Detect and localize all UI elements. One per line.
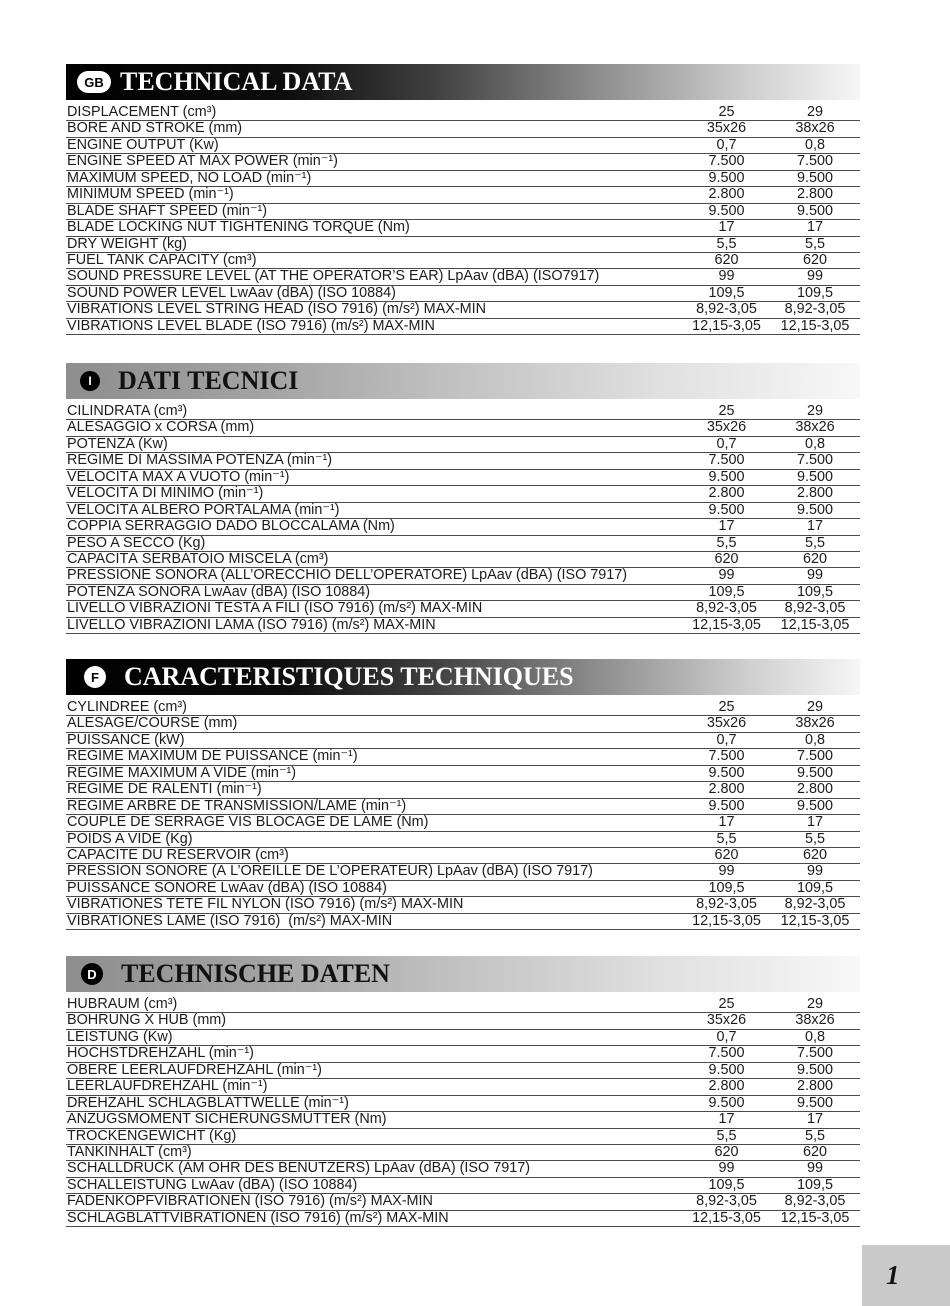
spec-label: ALESAGE/COURSE (mm) (67, 716, 238, 732)
spec-value-col2: 2.800 (796, 186, 833, 203)
spec-table (66, 997, 860, 1227)
spec-value-col1: 17 (718, 518, 735, 535)
spec-value-col2: 99 (806, 268, 823, 285)
spec-value-col1: 7.500 (708, 1045, 745, 1062)
spec-value-col1: 2.800 (708, 485, 745, 502)
language-badge: D (81, 963, 103, 985)
spec-label: VIBRATIONS LEVEL BLADE (ISO 7916) (m/s²) MAX-MIN (67, 318, 435, 334)
spec-row (66, 302, 860, 318)
spec-value-col1: 17 (718, 814, 735, 831)
spec-value-col2: 5,5 (804, 1127, 825, 1144)
spec-value-col2: 620 (802, 1143, 827, 1160)
spec-value-col1: 2.800 (708, 186, 745, 203)
spec-value-col2: 109,5 (796, 1176, 833, 1193)
spec-label: POTENZA (Kw) (67, 436, 168, 452)
spec-value-col2: 620 (802, 550, 827, 567)
spec-value-col1: 5,5 (716, 1127, 737, 1144)
spec-label: PRESSIONE SONORA (ALL’ORECCHIO DELL’OPERATORE) LpAav (dBA) (ISO 7917) (67, 568, 628, 584)
spec-value-col1: 17 (718, 219, 735, 236)
spec-label: BOHRUNG X HUB (mm) (67, 1013, 227, 1029)
spec-value-col2: 9.500 (796, 797, 833, 814)
spec-label: ALESAGGIO x CORSA (mm) (67, 420, 255, 436)
spec-row (66, 237, 860, 253)
spec-label: VIBRATIONS LEVEL STRING HEAD (ISO 7916) (m/s²) MAX-MIN (67, 302, 486, 318)
spec-value-col2: 0,8 (804, 731, 825, 748)
spec-label: REGIME DI MASSIMA POTENZA (min⁻¹) (67, 453, 333, 469)
spec-row (66, 568, 860, 584)
spec-label: DRY WEIGHT (kg) (67, 236, 187, 252)
spec-value-col1: 109,5 (708, 879, 745, 896)
spec-row (66, 1079, 860, 1095)
spec-value-col2: 17 (806, 814, 823, 831)
section-title: DATI TECNICI (118, 366, 299, 395)
spec-row (66, 1129, 860, 1145)
spec-value-col2: 17 (806, 219, 823, 236)
spec-row (66, 437, 860, 453)
spec-value-col2: 7.500 (796, 452, 833, 469)
spec-row (66, 914, 860, 930)
spec-value-col1: 9.500 (708, 797, 745, 814)
spec-label: BLADE LOCKING NUT TIGHTENING TORQUE (Nm) (67, 220, 410, 236)
spec-value-col1: 9.500 (708, 764, 745, 781)
spec-value-col2: 2.800 (796, 485, 833, 502)
spec-value-col2: 12,15-3,05 (780, 616, 850, 633)
spec-row (66, 1013, 860, 1029)
spec-row (66, 319, 860, 335)
spec-label: LIVELLO VIBRAZIONI TESTA A FILI (ISO 7916) (m/s²) MAX-MIN (67, 601, 483, 617)
spec-value-col1: 9.500 (708, 501, 745, 518)
spec-value-col1: 7.500 (708, 748, 745, 765)
spec-value-col1: 5,5 (716, 534, 737, 551)
spec-value-col2: 29 (806, 996, 823, 1012)
spec-row (66, 470, 860, 486)
spec-value-col2: 9.500 (796, 202, 833, 219)
spec-value-col2: 38x26 (795, 120, 835, 137)
spec-value-col2: 620 (802, 846, 827, 863)
spec-value-col2: 8,92-3,05 (784, 1193, 846, 1210)
spec-value-col2: 109,5 (796, 879, 833, 896)
spec-row (66, 716, 860, 732)
spec-value-col1: 109,5 (708, 1176, 745, 1193)
spec-row (66, 1145, 860, 1161)
spec-value-col2: 8,92-3,05 (784, 896, 846, 913)
spec-label: COUPLE DE SERRAGE VIS BLOCAGE DE LAME (Nm) (67, 815, 429, 831)
spec-label: SCHLAGBLATTVIBRATIONEN (ISO 7916) (m/s²) MAX-MIN (67, 1210, 449, 1226)
spec-value-col1: 35x26 (706, 419, 747, 436)
spec-value-col1: 8,92-3,05 (696, 600, 757, 617)
spec-row (66, 220, 860, 236)
spec-label: ENGINE OUTPUT (Kw) (67, 137, 219, 153)
language-badge: GB (77, 71, 111, 93)
spec-label: VELOCITÁ MAX A VUOTO (min⁻¹) (67, 469, 290, 485)
spec-value-col1: 109,5 (708, 583, 745, 600)
spec-label: ANZUGSMOMENT SICHERUNGSMÜTTER (Nm) (67, 1112, 387, 1128)
spec-row (66, 486, 860, 502)
spec-label: VIBRATIONES TETE FIL NYLON (ISO 7916) (m/s²) MAX-MIN (67, 897, 464, 913)
spec-label: HUBRAUM (cm³) (67, 997, 178, 1012)
spec-value-col1: 35x26 (706, 120, 747, 137)
spec-value-col1: 0,7 (716, 1028, 737, 1045)
spec-value-col2: 9.500 (796, 1061, 833, 1078)
spec-label: POIDS A VIDE (Kg) (67, 831, 193, 847)
spec-value-col1: 12,15-3,05 (692, 616, 761, 633)
spec-value-col1: 2.800 (708, 1078, 745, 1095)
spec-row (66, 1030, 860, 1046)
spec-label: PUISSANCE SONORE LwAav (dBA) (ISO 10884) (67, 880, 387, 896)
spec-value-col2: 17 (806, 1111, 823, 1128)
section-technical-data-fr (66, 659, 860, 930)
language-badge: F (84, 666, 106, 688)
spec-value-col2: 8,92-3,05 (784, 301, 846, 318)
spec-value-col1: 9.500 (708, 468, 745, 485)
spec-value-col1: 7.500 (708, 153, 745, 170)
spec-label: MAXIMUM SPEED, NO LOAD (min⁻¹) (67, 170, 312, 186)
spec-row (66, 799, 860, 815)
spec-label: ENGINE SPEED AT MAX POWER (min⁻¹) (67, 154, 338, 170)
spec-row (66, 253, 860, 269)
spec-value-col2: 109,5 (796, 583, 833, 600)
spec-row (66, 138, 860, 154)
spec-value-col2: 99 (806, 863, 823, 880)
spec-row (66, 601, 860, 617)
spec-label: LEISTUNG (Kw) (67, 1029, 173, 1045)
section-technical-data-it (66, 363, 860, 634)
spec-value-col2: 38x26 (795, 1012, 835, 1029)
spec-value-col1: 620 (714, 550, 739, 567)
spec-value-col2: 12,15-3,05 (780, 317, 850, 334)
spec-row (66, 618, 860, 634)
spec-value-col2: 0,8 (804, 136, 825, 153)
spec-value-col2: 0,8 (804, 435, 825, 452)
spec-row (66, 749, 860, 765)
spec-label: POTENZA SONORA LwAav (dBA) (ISO 10884) (67, 584, 371, 600)
spec-value-col1: 25 (718, 403, 735, 419)
page-number-box (862, 1245, 950, 1306)
spec-label: CAPACITE DU RESERVOIR (cm³) (67, 847, 289, 863)
spec-value-col1: 9.500 (708, 1094, 745, 1111)
spec-value-col2: 0,8 (804, 1028, 825, 1045)
spec-label: VELOCITÁ DI MINIMO (min⁻¹) (67, 486, 264, 502)
spec-value-col2: 9.500 (796, 1094, 833, 1111)
spec-value-col1: 9.500 (708, 202, 745, 219)
spec-value-col2: 99 (806, 1160, 823, 1177)
spec-label: BORE AND STROKE (mm) (67, 121, 243, 137)
spec-label: PRESSION SONORE (À L’OREILLE DE L’OPERATEUR) LpAav (dBA) (ISO 7917) (67, 864, 593, 880)
spec-value-col1: 620 (714, 251, 739, 268)
spec-row (66, 897, 860, 913)
spec-label: CILINDRATA (cm³) (67, 404, 188, 419)
spec-label: SOUND POWER LEVEL LwAav (dBA) (ISO 10884) (67, 285, 396, 301)
spec-value-col1: 109,5 (708, 284, 745, 301)
spec-value-col2: 29 (806, 699, 823, 715)
spec-value-col1: 5,5 (716, 235, 737, 252)
spec-value-col1: 99 (718, 268, 735, 285)
spec-label: OBERE LEERLAUFDREHZAHL (min⁻¹) (67, 1062, 322, 1078)
spec-row (66, 453, 860, 469)
section-header (66, 659, 860, 695)
spec-value-col1: 35x26 (706, 1012, 747, 1029)
spec-label: LEERLAUFDREHZAHL (min⁻¹) (67, 1079, 268, 1095)
spec-row (66, 1161, 860, 1177)
spec-row (66, 766, 860, 782)
spec-value-col1: 5,5 (716, 830, 737, 847)
spec-row (66, 286, 860, 302)
spec-label: FUEL TANK CAPACITY (cm³) (67, 252, 257, 268)
spec-row (66, 404, 860, 420)
spec-table (66, 700, 860, 930)
spec-label: VELOCITÁ ALBERO PORTALAMA (min⁻¹) (67, 502, 340, 518)
spec-value-col1: 12,15-3,05 (692, 317, 761, 334)
section-title: TECHNISCHE DATEN (121, 959, 390, 988)
spec-value-col2: 29 (806, 403, 823, 419)
spec-row (66, 881, 860, 897)
spec-value-col2: 9.500 (796, 468, 833, 485)
spec-label: DREHZAHL SCHLAGBLATTWELLE (min⁻¹) (67, 1095, 349, 1111)
spec-label: DISPLACEMENT (cm³) (67, 105, 217, 120)
spec-label: MINIMUM SPEED (min⁻¹) (67, 187, 234, 203)
spec-row (66, 552, 860, 568)
spec-row (66, 997, 860, 1013)
spec-label: HÖCHSTDREHZAHL (min⁻¹) (67, 1046, 254, 1062)
spec-value-col2: 9.500 (796, 501, 833, 518)
spec-value-col1: 0,7 (716, 136, 737, 153)
spec-value-col2: 9.500 (796, 169, 833, 186)
spec-value-col2: 620 (802, 251, 827, 268)
section-title: TECHNICAL DATA (120, 67, 353, 96)
spec-value-col2: 7.500 (796, 153, 833, 170)
spec-value-col1: 9.500 (708, 169, 745, 186)
spec-value-col2: 38x26 (795, 715, 835, 732)
section-title: CARACTERISTIQUES TECHNIQUES (124, 662, 574, 691)
spec-row (66, 121, 860, 137)
spec-row (66, 1194, 860, 1210)
spec-table (66, 404, 860, 634)
spec-value-col1: 25 (718, 699, 735, 715)
spec-value-col2: 99 (806, 567, 823, 584)
spec-value-col2: 12,15-3,05 (780, 912, 850, 929)
spec-row (66, 1063, 860, 1079)
spec-row (66, 848, 860, 864)
spec-row (66, 187, 860, 203)
spec-value-col1: 620 (714, 1143, 739, 1160)
spec-label: COPPIA SERRAGGIO DADO BLOCCALAMA (Nm) (67, 519, 395, 535)
spec-row (66, 503, 860, 519)
spec-value-col2: 8,92-3,05 (784, 600, 846, 617)
spec-value-col1: 17 (718, 1111, 735, 1128)
spec-row (66, 1096, 860, 1112)
spec-value-col2: 2.800 (796, 781, 833, 798)
spec-value-col1: 620 (714, 846, 739, 863)
spec-value-col1: 8,92-3,05 (696, 896, 757, 913)
spec-row (66, 154, 860, 170)
spec-row (66, 700, 860, 716)
spec-label: REGIME ARBRE DE TRANSMISSION/LAME (min⁻¹) (67, 798, 407, 814)
spec-row (66, 204, 860, 220)
spec-value-col1: 8,92-3,05 (696, 1193, 757, 1210)
spec-value-col2: 109,5 (796, 284, 833, 301)
spec-row (66, 1178, 860, 1194)
spec-label: TANKINHALT (cm³) (67, 1144, 192, 1160)
spec-label: VIBRATIONES LAME (ISO 7916) (m/s²) MAX-MIN (67, 913, 393, 929)
language-badge: I (80, 371, 100, 391)
spec-value-col2: 38x26 (795, 419, 835, 436)
spec-value-col2: 29 (806, 104, 823, 120)
spec-row (66, 585, 860, 601)
spec-label: SCHALLDRUCK (AM OHR DES BENUTZERS) LpAav (dBA) (ISO 7917) (67, 1161, 531, 1177)
section-technical-data-gb (66, 64, 860, 335)
spec-row (66, 519, 860, 535)
spec-row (66, 1046, 860, 1062)
spec-row (66, 864, 860, 880)
spec-value-col1: 99 (718, 863, 735, 880)
spec-label: REGIME MAXIMUM DE PUISSANCE (min⁻¹) (67, 749, 358, 765)
spec-row (66, 1211, 860, 1227)
spec-label: SOUND PRESSURE LEVEL (AT THE OPERATOR’S EAR) LpAav (dBA) (ISO7917) (67, 269, 600, 285)
spec-label: PESO A SECCO (Kg) (67, 535, 206, 551)
spec-label: TROCKENGEWICHT (Kg) (67, 1128, 237, 1144)
spec-label: PUISSANCE (kW) (67, 732, 185, 748)
spec-value-col2: 9.500 (796, 764, 833, 781)
section-header (66, 363, 860, 399)
spec-value-col1: 99 (718, 1160, 735, 1177)
spec-value-col1: 2.800 (708, 781, 745, 798)
spec-label: FADENKOPFVIBRATIONEN (ISO 7916) (m/s²) MAX-MIN (67, 1194, 433, 1210)
spec-value-col2: 7.500 (796, 748, 833, 765)
section-header (66, 956, 860, 992)
spec-value-col2: 2.800 (796, 1078, 833, 1095)
spec-value-col1: 7.500 (708, 452, 745, 469)
spec-value-col1: 0,7 (716, 435, 737, 452)
spec-row (66, 536, 860, 552)
spec-value-col2: 5,5 (804, 235, 825, 252)
spec-value-col2: 17 (806, 518, 823, 535)
spec-label: REGIME DE RALENTI (min⁻¹) (67, 782, 262, 798)
spec-value-col2: 5,5 (804, 830, 825, 847)
spec-row (66, 733, 860, 749)
spec-label: BLADE SHAFT SPEED (min⁻¹) (67, 203, 268, 219)
spec-label: REGIME MAXIMUM A VIDE (min⁻¹) (67, 765, 297, 781)
spec-value-col1: 25 (718, 104, 735, 120)
spec-row (66, 420, 860, 436)
spec-value-col1: 35x26 (706, 715, 747, 732)
spec-table (66, 105, 860, 335)
section-technical-data-de (66, 956, 860, 1227)
spec-row (66, 832, 860, 848)
spec-value-col1: 12,15-3,05 (692, 912, 761, 929)
spec-label: CAPACITÁ SERBATOIO MISCELA (cm³) (67, 551, 329, 567)
spec-value-col1: 12,15-3,05 (692, 1209, 761, 1226)
spec-row (66, 269, 860, 285)
spec-value-col1: 0,7 (716, 731, 737, 748)
spec-label: LIVELLO VIBRAZIONI LAMA (ISO 7916) (m/s²) MAX-MIN (67, 617, 436, 633)
spec-row (66, 171, 860, 187)
spec-value-col2: 5,5 (804, 534, 825, 551)
spec-row (66, 782, 860, 798)
section-header (66, 64, 860, 100)
spec-row (66, 105, 860, 121)
spec-value-col1: 9.500 (708, 1061, 745, 1078)
spec-row (66, 815, 860, 831)
spec-value-col1: 8,92-3,05 (696, 301, 757, 318)
spec-row (66, 1112, 860, 1128)
spec-value-col2: 7.500 (796, 1045, 833, 1062)
spec-value-col2: 12,15-3,05 (780, 1209, 850, 1226)
page-number: 1 (886, 1260, 900, 1290)
spec-label: CYLINDREE (cm³) (67, 700, 187, 715)
spec-label: SCHALLEISTUNG LwAav (dBA) (ISO 10884) (67, 1177, 358, 1193)
spec-value-col1: 99 (718, 567, 735, 584)
spec-value-col1: 25 (718, 996, 735, 1012)
